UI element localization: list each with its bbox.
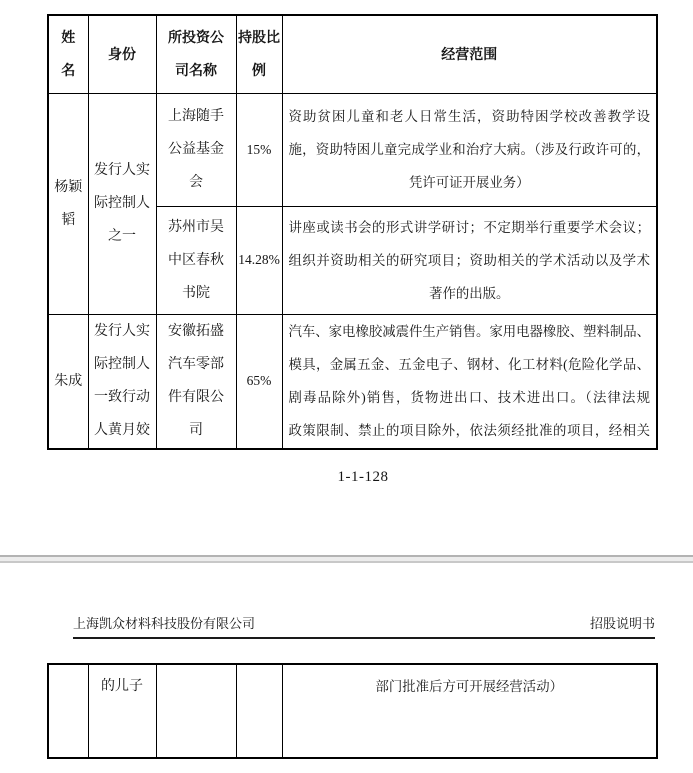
- table-row: [48, 93, 657, 206]
- scope-cell: [282, 314, 657, 449]
- header-cell-ratio: 持股比例: [236, 15, 282, 93]
- header-cell-identity: 身份: [88, 15, 156, 93]
- scope-line: 汽车、家电橡胶减震件生产销售。家用电器橡胶、塑料制品、: [288, 324, 651, 340]
- doc-running-header: [73, 613, 655, 639]
- header-cell-company: 所投资公司名称: [156, 15, 236, 93]
- scope-line: 模具，金属五金、五金电子、钢材、化工材料(危险化学品、: [288, 357, 650, 373]
- table-header-row: [48, 15, 657, 93]
- scope-line: 资助贫困儿童和老人日常生活，资助特困学校改善教学设: [288, 109, 650, 124]
- scope-line: 组织并资助相关的研究项目；资助相关的学术活动以及学术: [288, 252, 650, 268]
- company-cell: 苏州市吴中区春秋书院: [156, 206, 236, 314]
- doc-header-company: 上海凯众材料科技股份有限公司: [73, 616, 256, 631]
- scope-line: 著作的出版。: [429, 285, 510, 301]
- header-cell-scope: 经营范围: [282, 15, 657, 93]
- page-break-divider: [0, 555, 693, 563]
- name-cell-empty: [48, 664, 88, 758]
- continuation-table: [47, 663, 658, 759]
- ratio-cell-empty: [236, 664, 282, 758]
- scope-line: 施，资助特困儿童完成学业和治疗大病。（涉及行政许可的，: [288, 142, 650, 157]
- scope-cell: [282, 206, 657, 314]
- scope-line: 政策限制、禁止的项目除外，依法须经批准的项目，经相关: [288, 423, 650, 439]
- header-cell-name: 姓名: [48, 15, 88, 93]
- scope-line: 讲座或读书会的形式讲学研讨；不定期举行重要学术会议；: [288, 219, 650, 235]
- name-cell: 杨颖韬: [48, 93, 88, 314]
- doc-header-doctype: 招股说明书: [589, 616, 655, 631]
- scope-line: 凭许可证开展业务）: [408, 175, 530, 190]
- identity-cell: 发行人实际控制人之一: [88, 93, 156, 314]
- scope-line: 剧毒品除外)销售，货物进出口、技术进出口。（法律法规: [288, 390, 650, 406]
- identity-cell: 发行人实际控制人一致行动人黄月姣: [88, 314, 156, 449]
- company-cell-empty: [156, 664, 236, 758]
- table-row: [48, 314, 657, 449]
- ratio-cell: 15%: [236, 93, 282, 206]
- investment-table: [47, 14, 658, 450]
- scope-cell: [282, 93, 657, 206]
- identity-cell-continued: 的儿子: [88, 664, 156, 758]
- scope-cell-continued: 部门批准后方可开展经营活动）: [282, 664, 657, 758]
- ratio-cell: 14.28%: [236, 206, 282, 314]
- company-cell: 安徽拓盛汽车零部件有限公司: [156, 314, 236, 449]
- page-number: 1-1-128: [337, 469, 389, 485]
- company-cell: 上海随手公益基金会: [156, 93, 236, 206]
- name-cell: 朱成: [48, 314, 88, 449]
- ratio-cell: 65%: [236, 314, 282, 449]
- table-row: [48, 664, 657, 758]
